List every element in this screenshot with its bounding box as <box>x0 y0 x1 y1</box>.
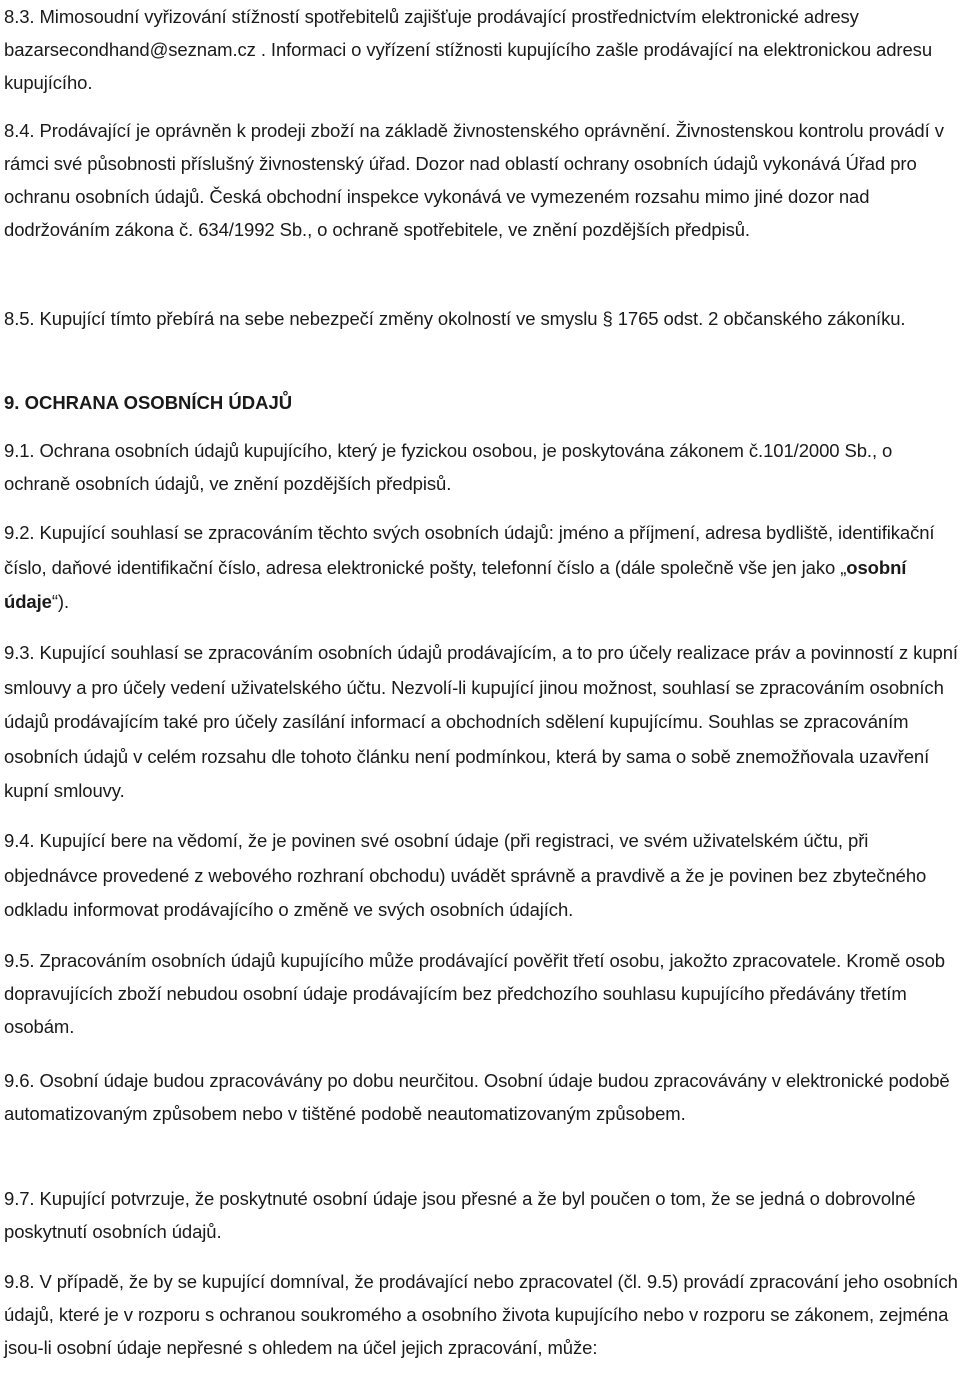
section-heading-9: 9. OCHRANA OSOBNÍCH ÚDAJŮ <box>4 392 293 413</box>
paragraph-9-4: 9.4. Kupující bere na vědomí, že je povinen své osobní údaje (při registraci, ve svém uživatelském účtu, při objednávce provedené z webového rozhraní obchodu) uvádět správně a pravdivě a že je povinen bez zbytečného odkladu informovat prodávajícího o změně ve svých osobních údajích. <box>4 830 927 920</box>
paragraph-9-8: 9.8. V případě, že by se kupující domníval, že prodávající nebo zpracovatel (čl. 9.5) provádí zpracování jeho osobních údajů, které je v rozporu s ochranou soukromého a osobního života kupujícího nebo v rozporu se zákonem, zejména jsou-li osobní údaje nepřesné s ohledem na účel jejich zpracování, může: <box>4 1271 958 1358</box>
paragraph-9-7: 9.7. Kupující potvrzuje, že poskytnuté osobní údaje jsou přesné a že byl poučen o tom, že se jedná o dobrovolné poskytnutí osobních údajů. <box>4 1188 916 1242</box>
paragraph-9-1: 9.1. Ochrana osobních údajů kupujícího, který je fyzickou osobou, je poskytována zákonem č.101/2000 Sb., o ochraně osobních údajů, ve znění pozdějších předpisů. <box>4 440 893 494</box>
paragraph-8-3: 8.3. Mimosoudní vyřizování stížností spotřebitelů zajišťuje prodávající prostřednictvím elektronické adresy bazarsecondhand@seznam.cz . Informaci o vyřízení stížnosti kupujícího zašle prodávající na elektronickou adresu kupujícího. <box>4 6 933 93</box>
paragraph-8-5: 8.5. Kupující tímto přebírá na sebe nebezpečí změny okolností ve smyslu § 1765 odst. 2 občanského zákoníku. <box>4 308 906 329</box>
paragraph-9-6: 9.6. Osobní údaje budou zpracovávány po dobu neurčitou. Osobní údaje budou zpracovávány v elektronické podobě automatizovaným způsobem nebo v tištěné podobě neautomatizovaným způsobem. <box>4 1070 950 1124</box>
paragraph-9-2 <box>4 516 960 620</box>
paragraph-9-2-bold-term: osobní údaje <box>4 556 907 612</box>
paragraph-9-2-text: 9.2. Kupující souhlasí se zpracováním těchto svých osobních údajů: jméno a příjmení, adresa bydliště, identifikační číslo, daňové identifikační číslo, adresa elektronické pošty, telefonní číslo a (dále společně vše jen jako „ <box>4 522 935 578</box>
paragraph-9-2-tail: “). <box>51 591 69 612</box>
paragraph-8-4: 8.4. Prodávající je oprávněn k prodeji zboží na základě živnostenského oprávnění. Živnostenskou kontrolu provádí v rámci své působnosti příslušný živnostenský úřad. Dozor nad oblastí ochrany osobních údajů vykonává Úřad pro ochranu osobních údajů. Česká obchodní inspekce vykonává ve vymezeném rozsahu mimo jiné dozor nad dodržováním zákona č. 634/1992 Sb., o ochraně spotřebitele, ve znění pozdějších předpisů. <box>4 120 944 240</box>
paragraph-9-5: 9.5. Zpracováním osobních údajů kupujícího může prodávající pověřit třetí osobu, jakožto zpracovatele. Kromě osob dopravujících zboží nebudou osobní údaje prodávajícím bez předchozího souhlasu kupujícího předávány třetím osobám. <box>4 950 945 1037</box>
paragraph-9-3: 9.3. Kupující souhlasí se zpracováním osobních údajů prodávajícím, a to pro účely realizace práv a povinností z kupní smlouvy a pro účely vedení uživatelského účtu. Nezvolí-li kupující jinou možnost, souhlasí se zpracováním osobních údajů prodávajícím také pro účely zasílání informací a obchodních sdělení kupujícímu. Souhlas se zpracováním osobních údajů v celém rozsahu dle tohoto článku není podmínkou, která by sama o sobě znemožňovala uzavření kupní smlouvy. <box>4 642 958 801</box>
